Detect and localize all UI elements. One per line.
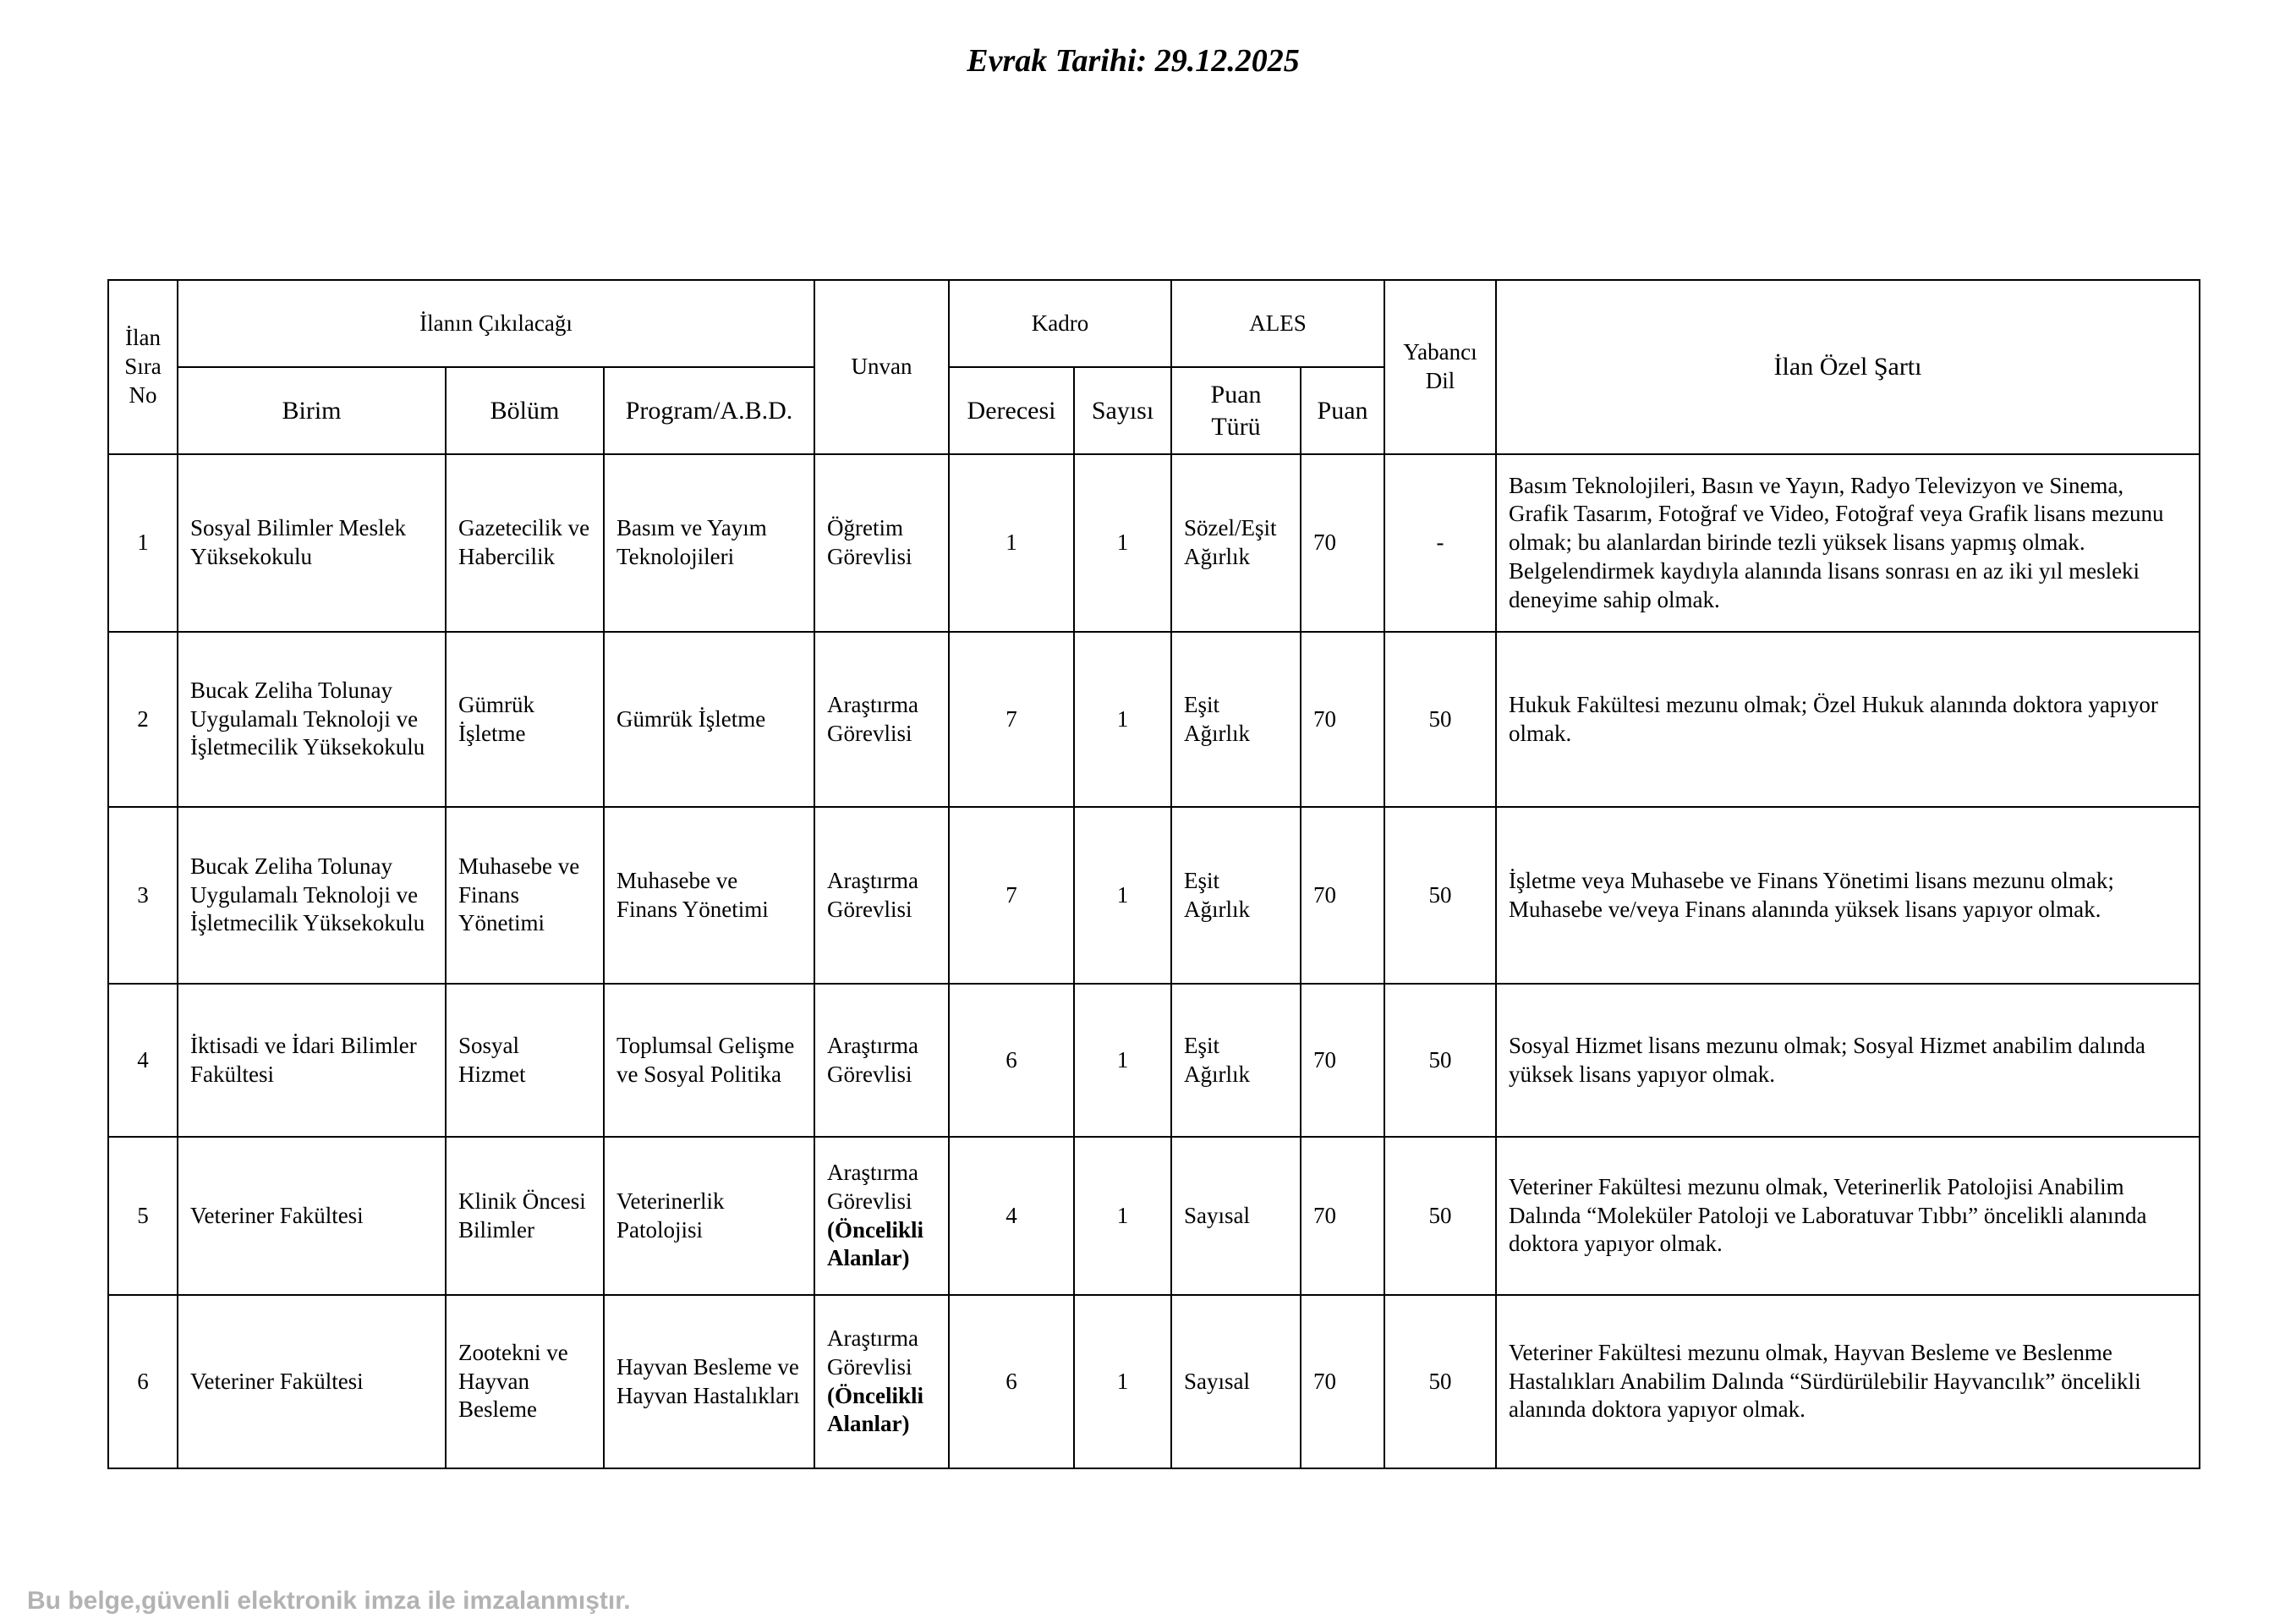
cell-ozel-sart: Basım Teknolojileri, Basın ve Yayın, Radyo Televizyon ve Sinema, Grafik Tasarım, Fotoğraf ve Video, Fotoğraf veya Grafik lisans mezunu olmak; bu alanlardan birinde tezli yüksek lisans yapmış olmak. Belgelendirmek kaydıyla alanında lisans sonrası en az iki yıl mesleki deneyime sahip olmak.: [1496, 454, 2200, 632]
cell-bolum: Sosyal Hizmet: [446, 984, 604, 1137]
header-bolum: Bölüm: [446, 367, 604, 454]
table-row: [108, 984, 2200, 1137]
cell-derece: 6: [949, 1295, 1074, 1468]
e-signature-note: Bu belge,güvenli elektronik imza ile imzalanmıştır.: [27, 1587, 631, 1615]
unvan-title: Öğretim Görevlisi: [827, 515, 912, 569]
cell-birim: Veteriner Fakültesi: [178, 1137, 446, 1295]
cell-no: 3: [108, 807, 178, 984]
cell-birim: Sosyal Bilimler Meslek Yüksekokulu: [178, 454, 446, 632]
cell-ozel-sart: Hukuk Fakültesi mezunu olmak; Özel Hukuk alanında doktora yapıyor olmak.: [1496, 632, 2200, 807]
cell-no: 4: [108, 984, 178, 1137]
cell-yabanci-dil: 50: [1384, 807, 1496, 984]
cell-yabanci-dil: 50: [1384, 632, 1496, 807]
cell-birim: Bucak Zeliha Tolunay Uygulamalı Teknoloji ve İşletmecilik Yüksekokulu: [178, 632, 446, 807]
header-kadro: Kadro: [949, 280, 1171, 367]
unvan-title: Araştırma Görevlisi: [827, 1325, 918, 1380]
cell-ozel-sart: Veteriner Fakültesi mezunu olmak, Veterinerlik Patolojisi Anabilim Dalında “Moleküler Patoloji ve Laboratuvar Tıbbı” öncelikli alanında doktora yapıyor olmak.: [1496, 1137, 2200, 1295]
cell-unvan: [814, 984, 949, 1137]
cell-birim: Veteriner Fakültesi: [178, 1295, 446, 1468]
cell-puan: 70: [1301, 807, 1384, 984]
cell-puan-turu: Eşit Ağırlık: [1171, 984, 1301, 1137]
cell-program: Basım ve Yayım Teknolojileri: [604, 454, 814, 632]
unvan-priority-note: (Öncelikli Alanlar): [827, 1382, 923, 1437]
cell-ozel-sart: Sosyal Hizmet lisans mezunu olmak; Sosyal Hizmet anabilim dalında yüksek lisans yapıyor olmak.: [1496, 984, 2200, 1137]
cell-sayi: 1: [1074, 1137, 1171, 1295]
cell-derece: 6: [949, 984, 1074, 1137]
cell-derece: 1: [949, 454, 1074, 632]
cell-no: 2: [108, 632, 178, 807]
cell-yabanci-dil: 50: [1384, 1295, 1496, 1468]
cell-bolum: Gümrük İşletme: [446, 632, 604, 807]
cell-program: Hayvan Besleme ve Hayvan Hastalıkları: [604, 1295, 814, 1468]
unvan-title: Araştırma Görevlisi: [827, 1032, 918, 1087]
cell-birim: Bucak Zeliha Tolunay Uygulamalı Teknoloji ve İşletmecilik Yüksekokulu: [178, 807, 446, 984]
header-ilanin-cikilacagi: İlanın Çıkılacağı: [178, 280, 814, 367]
table-row: [108, 1137, 2200, 1295]
cell-no: 5: [108, 1137, 178, 1295]
table-row: [108, 454, 2200, 632]
cell-puan: 70: [1301, 454, 1384, 632]
cell-yabanci-dil: 50: [1384, 984, 1496, 1137]
header-program: Program/A.B.D.: [604, 367, 814, 454]
cell-puan: 70: [1301, 1295, 1384, 1468]
unvan-title: Araştırma Görevlisi: [827, 867, 918, 922]
header-puan-turu: Puan Türü: [1171, 367, 1301, 454]
cell-derece: 7: [949, 632, 1074, 807]
cell-derece: 4: [949, 1137, 1074, 1295]
cell-no: 1: [108, 454, 178, 632]
cell-unvan: [814, 632, 949, 807]
header-sayisi: Sayısı: [1074, 367, 1171, 454]
header-birim: Birim: [178, 367, 446, 454]
cell-sayi: 1: [1074, 807, 1171, 984]
cell-puan: 70: [1301, 1137, 1384, 1295]
cell-puan-turu: Eşit Ağırlık: [1171, 632, 1301, 807]
header-ozel-sart: İlan Özel Şartı: [1496, 280, 2200, 454]
unvan-title: Araştırma Görevlisi: [827, 1160, 918, 1214]
table-row: [108, 807, 2200, 984]
cell-bolum: Gazetecilik ve Habercilik: [446, 454, 604, 632]
cell-program: Muhasebe ve Finans Yönetimi: [604, 807, 814, 984]
header-sira-no: İlan Sıra No: [108, 280, 178, 454]
cell-puan-turu: Sayısal: [1171, 1295, 1301, 1468]
job-posting-table: [107, 279, 2200, 1469]
cell-sayi: 1: [1074, 984, 1171, 1137]
cell-unvan: [814, 454, 949, 632]
table-row: [108, 632, 2200, 807]
header-ales: ALES: [1171, 280, 1384, 367]
cell-ozel-sart: İşletme veya Muhasebe ve Finans Yönetimi lisans mezunu olmak; Muhasebe ve/veya Finans alanında yüksek lisans yapıyor olmak.: [1496, 807, 2200, 984]
cell-birim: İktisadi ve İdari Bilimler Fakültesi: [178, 984, 446, 1137]
cell-puan: 70: [1301, 632, 1384, 807]
cell-bolum: Klinik Öncesi Bilimler: [446, 1137, 604, 1295]
cell-bolum: Muhasebe ve Finans Yönetimi: [446, 807, 604, 984]
header-derecesi: Derecesi: [949, 367, 1074, 454]
cell-program: Veterinerlik Patolojisi: [604, 1137, 814, 1295]
header-yabanci-dil: Yabancı Dil: [1384, 280, 1496, 454]
cell-puan-turu: Eşit Ağırlık: [1171, 807, 1301, 984]
header-puan: Puan: [1301, 367, 1384, 454]
unvan-title: Araştırma Görevlisi: [827, 691, 918, 746]
cell-unvan: [814, 1137, 949, 1295]
header-unvan: Unvan: [814, 280, 949, 454]
cell-ozel-sart: Veteriner Fakültesi mezunu olmak, Hayvan Besleme ve Beslenme Hastalıkları Anabilim Dalında “Sürdürülebilir Hayvancılık” öncelikli alanında doktora yapıyor olmak.: [1496, 1295, 2200, 1468]
cell-yabanci-dil: -: [1384, 454, 1496, 632]
cell-sayi: 1: [1074, 632, 1171, 807]
cell-program: Toplumsal Gelişme ve Sosyal Politika: [604, 984, 814, 1137]
cell-no: 6: [108, 1295, 178, 1468]
unvan-priority-note: (Öncelikli Alanlar): [827, 1216, 923, 1271]
cell-derece: 7: [949, 807, 1074, 984]
cell-puan-turu: Sözel/Eşit Ağırlık: [1171, 454, 1301, 632]
cell-sayi: 1: [1074, 454, 1171, 632]
cell-puan-turu: Sayısal: [1171, 1137, 1301, 1295]
cell-bolum: Zootekni ve Hayvan Besleme: [446, 1295, 604, 1468]
cell-program: Gümrük İşletme: [604, 632, 814, 807]
document-date: Evrak Tarihi: 29.12.2025: [967, 43, 1300, 79]
cell-sayi: 1: [1074, 1295, 1171, 1468]
cell-unvan: [814, 1295, 949, 1468]
cell-puan: 70: [1301, 984, 1384, 1137]
cell-yabanci-dil: 50: [1384, 1137, 1496, 1295]
cell-unvan: [814, 807, 949, 984]
table-row: [108, 1295, 2200, 1468]
